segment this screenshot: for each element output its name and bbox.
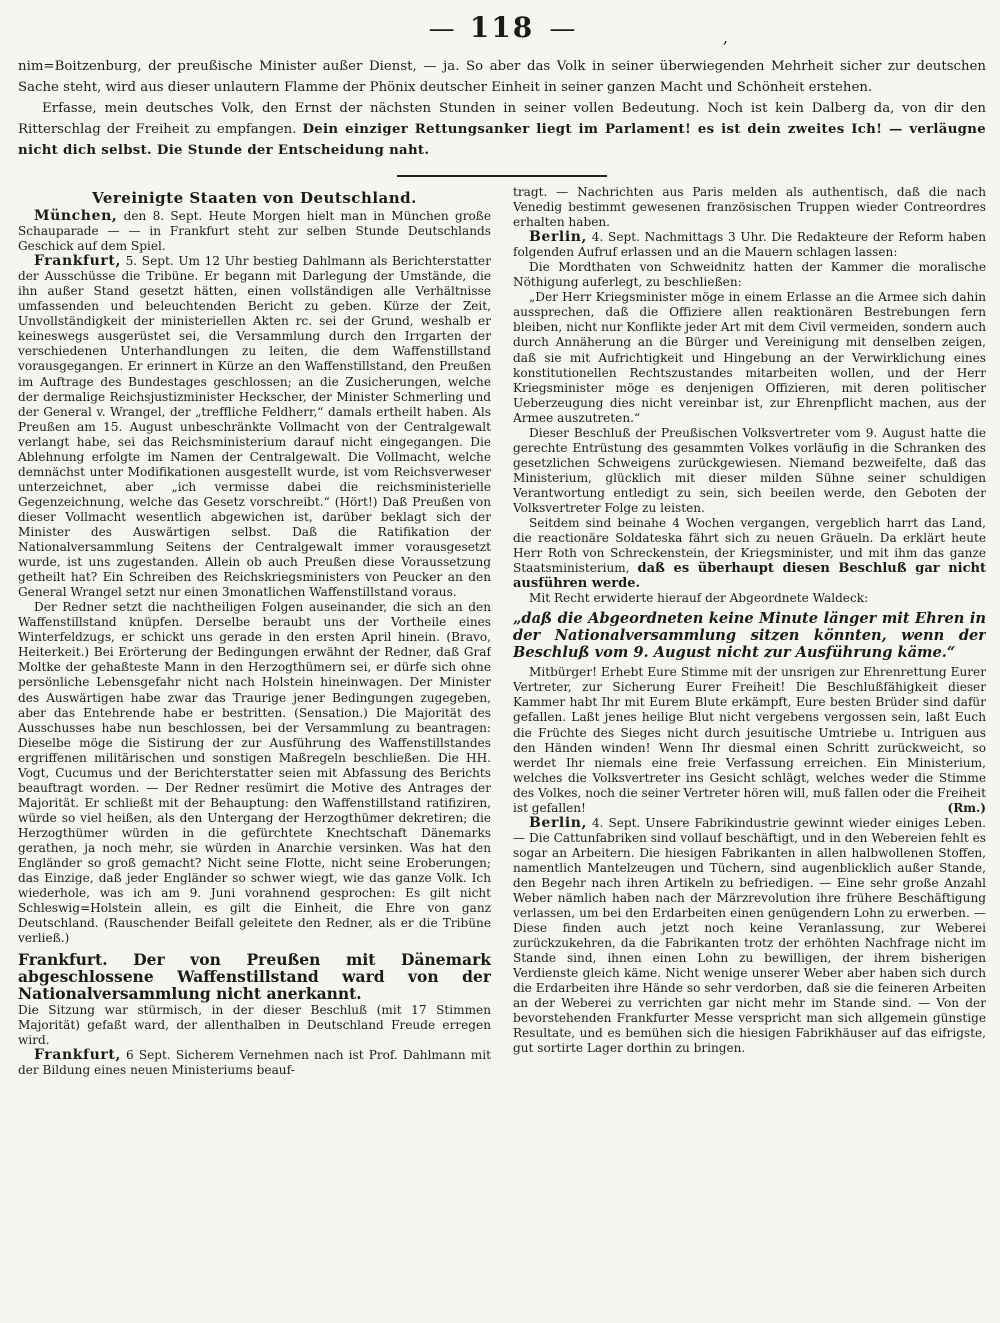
- section-divider: [397, 175, 607, 177]
- article-frankfurt-3-text: 6 Sept. Sicherem Vernehmen nach ist Prof. Dahlmann mit der Bildung eines neuen Ministeriums beauf-: [18, 1048, 491, 1078]
- article-frankfurt-1: [18, 254, 491, 600]
- page-number: 118: [469, 11, 535, 44]
- right-column: [513, 185, 986, 1079]
- dateline-berlin-1: Berlin,: [529, 229, 588, 246]
- article-berlin-2-text: 4. Sept. Unsere Fabrikindustrie gewinnt wieder einiges Leben. — Die Cattunfabriken sind vollauf beschäftigt, und in den Webereien fehlt es sogar an Arbeitern. Die hiesigen Fabrikanten in allen halbwollenen Stoffen, namentlich Mantelzeugen und Tüchern, sind augenblicklich außer Stande, den Begehr nach ihren Artikeln zu befriedigen. — Eine sehr große Anzahl Weber nämlich haben nach der Märzrevolution ihre frühere Beschäftigung verlassen, um bei den Erdarbeiten einen genügendern Lohn zu erwerben. — Diese finden auch jetzt noch keine Veranlassung, zur Weberei zurückzukehren, da die Fabrikanten trotz der erhöhten Nachfrage nicht im Stande sind, ihnen einen Lohn zu bewilligen, der ihrem bisherigen Verdienste gleich käme. Nicht wenige unserer Weber aber haben sich durch die Erdarbeiten ihre Hände so sehr verdorben, daß sie die feineren Arbeiten an der Weberei zu verrichten gar nicht mehr im Stande sind. — Von der bevorstehenden Frankfurter Messe verspricht man sich allgemein günstige Resultate, und es bemühen sich die hiesigen Fabrikhäuser auf das eifrigste, gut sortirte Lager dorthin zu bringen.: [513, 815, 986, 1056]
- quote-waldeck: „daß die Abgeordneten keine Minute länger mit Ehren in der Nationalversammlung sitzen könnten, wenn der Beschluß vom 9. August nicht zur Ausführung käme.“: [513, 610, 986, 662]
- paragraph-seitdem-text: Seitdem sind beinahe 4 Wochen vergangen, vergeblich harrt das Land, die reactionäre Soldateska fährt sich zu neuen Gräueln. Da erklärt heute Herr Roth von Schreckenstein, der Kriegsminister, und mit ihm das ganze Staatsministerium,: [513, 516, 986, 576]
- paragraph-mitbuerger-signature: (Rm.): [947, 800, 986, 815]
- intro-paragraph-2-text: Erfasse, mein deutsches Volk, den Ernst der nächsten Stunden in seiner vollen Bedeutung. Noch ist kein Dalberg da, von dir den Ritterschlag der Freiheit zu empfangen.: [18, 101, 986, 137]
- intro-paragraph-1: nim=Boitzenburg, der preußische Minister außer Dienst, — ja. So aber das Volk in seiner überwiegenden Mehrheit sicher zur deutschen Sache steht, wird aus dieser unlautern Flamme der Phönix deutscher Einheit in seiner ganzen Macht und Schönheit erstehen.: [18, 59, 986, 95]
- article-frankfurt-3: [18, 1048, 491, 1078]
- intro-block: [18, 56, 986, 161]
- dateline-frankfurt-1: Frankfurt,: [34, 253, 121, 270]
- dateline-muenchen: München,: [34, 208, 118, 224]
- paragraph-waldeck: Mit Recht erwiderte hierauf der Abgeordnete Waldeck:: [529, 591, 869, 606]
- article-muenchen: [18, 209, 491, 254]
- article-continuation: tragt. — Nachrichten aus Paris melden als authentisch, daß die nach Venedig bestimmt gewesenen französischen Truppen wieder Contreordres erhalten haben.: [513, 185, 986, 230]
- article-berlin-2: [513, 816, 986, 1057]
- article-redner: Der Redner setzt die nachtheiligen Folgen auseinander, die sich an den Waffenstillstand knüpfen. Derselbe beraubt uns der Vortheile eines Winterfeldzugs, er schickt uns gerade in den ersten April hinein. (Bravo, Heiterkeit.) Bei Erörterung der Bedingungen erwähnt der Redner, daß Graf Moltke der gehaßteste Mann in den Herzogthümern sei, er dürfe sich ohne persönliche Lebensgefahr nicht nach Holstein hineinwagen. Der Minister des Auswärtigen habe zwar das Traurige jener Bedingungen zugegeben, aber das Entehrende habe er bestritten. (Sensation.) Die Majorität des Ausschusses habe nun beschlossen, bei der Versammlung zu beantragen: Dieselbe möge die Sistirung der zur Ausführung des Waffenstillstandes ergriffenen militärischen und sonstigen Maßregeln beschließen. Die HH. Vogt, Cucumus und der Berichterstatter seien mit Abfassung des Berichts beauftragt worden. — Der Redner resümirt die Motive des Antrages der Majorität. Er schließt mit der Behauptung: den Waffenstillstand ratifiziren, würde so viel heißen, als den Untergang der Herzogthümer dekretiren; die Herzogthümer würden in die gefürchtete Knechtschaft Dänemarks gerathen, ja noch mehr, sie würden in Anarchie versinken. Was hat den Engländer so groß gemacht? Nicht seine Flotte, nicht seine Eroberungen; das Einzige, daß jeder Engländer so schwer wiegt, wie das ganze Volk. Ich wiederhole, was ich am 9. Juni vorahnend gesprochen: Es gilt nicht Schleswig=Holstein allein, es gilt die Einheit, die Ehre von ganz Deutschland. (Rauschender Beifall geleitete den Redner, als er die Tribüne verließ.): [18, 600, 491, 946]
- dateline-berlin-2: Berlin,: [529, 814, 588, 831]
- article-frankfurt-2-text: Die Sitzung war stürmisch, in der dieser Beschluß (mit 17 Stimmen Majorität) gefaßt ward, der allenthalben in Deutschland Freude erregen wird.: [18, 1003, 491, 1048]
- article-frankfurt-1-text: 5. Sept. Um 12 Uhr bestieg Dahlmann als Berichterstatter der Ausschüsse die Tribüne. Er begann mit Darlegung der Umstände, die ihn außer Stand gesetzt hätten, einen vollständigen alle Verhältnisse umfassenden und beleuchtenden Bericht zu geben. Kürze der Zeit, Unvollständigkeit der ministeriellen Akten rc. sei der Grund, weshalb er keineswegs ausgerüstet sei, die Versammlung durch den Irrgarten der verschiedenen Unterhandlungen zu leiten, die dem Waffenstillstand vorausgegangen. Er erinnert in Kürze an den Waffenstillstand, den Preußen im Auftrage des Bundestages geschlossen; an die Zusicherungen, welche der dermalige Reichsjustizminister Heckscher, der Minister Schmerling und der General v. Wrangel, der „treffliche Feldherr,“ damals ertheilt haben. Als Preußen am 15. August unbeschränkte Vollmacht von der Centralgewalt verlangt habe, sei das Reichsministerium darauf nicht eingegangen. Die Ablehnung erfolgte im Namen der Centralgewalt. Die Vollmacht, welche demnächst unter Modifikationen ausgestellt wurde, ist vom Reichsverweser unterzeichnet, aber „ich vermisse dabei die reichsministerielle Gegenzeichnung, welche das Gesetz vorschreibt.“ (Hört!) Daß Preußen von dieser Vollmacht wesentlich abgewichen ist, darüber beklagt sich der Minister des Auswärtigen selbst. Daß die Ratifikation der Nationalversammlung Seitens der Centralgewalt immer vorausgesetzt wurde, ist uns zugestanden. Allein ob auch Preußen diese Voraussetzung getheilt hat? Ein Schreiben des Reichskriegsministers von Peucker an den General Wrangel setzt nur einen 3monatlichen Waffenstillstand voraus.: [18, 254, 491, 600]
- paragraph-seitdem: [513, 516, 986, 591]
- section-title: Vereinigte Staaten von Deutschland.: [92, 189, 417, 207]
- paragraph-mitbuerger-text: Mitbürger! Erhebt Eure Stimme mit der unsrigen zur Ehrenrettung Eurer Vertreter, zur Sicherung Eurer Freiheit! Die Beschlußfähigkeit dieser Kammer habt Ihr mit Eurem Blute erkämpft, Eure besten Brüder sind dafür gefallen. Laßt jenes heilige Blut nicht vergebens vergossen sein, laßt Euch die Früchte des Sieges nicht durch jesuitische Umtriebe u. Intriguen aus den Händen winden! Wenn Ihr diesmal einen Schritt zurückweicht, so werdet Ihr niemals eine freie Verfassung erreichen. Ein Ministerium, welches die Volksvertreter ins Gesicht schlägt, welches weder die Stimme des Volkes, noch die seiner Vertreter hören will, muß fallen oder die Freiheit ist gefallen!: [513, 665, 986, 815]
- intro-paragraph-2: [18, 98, 986, 161]
- header-dash-left: —: [428, 14, 455, 44]
- paragraph-beschluss: Dieser Beschluß der Preußischen Volksvertreter vom 9. August hatte die gerechte Entrüstung des gesammten Volkes vorläufig in die Schranken des gesetzlichen Schweigens zurückgewiesen. Niemand bezweifelte, daß das Ministerium, glücklich mit dieser milden Sühne seiner schuldigen Verantwortung entledigt zu sein, sich beeilen werde, den Geboten der Volksvertreter Folge zu leisten.: [513, 425, 986, 515]
- article-columns: [18, 185, 986, 1079]
- page-header: [18, 8, 986, 56]
- article-berlin-1: [513, 230, 986, 260]
- article-berlin-1-text: 4. Sept. Nachmittags 3 Uhr. Die Redakteure der Reform haben folgenden Aufruf erlassen und an die Mauern schlagen lassen:: [513, 230, 986, 260]
- paragraph-mitbuerger: [513, 665, 986, 815]
- paragraph-kriegsminister: „Der Herr Kriegsminister möge in einem Erlasse an die Armee sich dahin aussprechen, daß die Offiziere allen reaktionären Bestrebungen fern bleiben, nicht nur Konflikte jeder Art mit dem Civil vermeiden, sondern auch durch Annäherung an die Bürger und Vereinigung mit denselben zeigen, daß sie mit Aufrichtigkeit und Hingebung an der Verwirklichung eines konstitutionellen Rechtszustandes mitarbeiten wollen, und der Herr Kriegsminister möge es denjenigen Offizieren, mit deren politischer Ueberzeugung dies nicht vereinbar ist, zur Ehrenpflicht machen, aus der Armee auszutreten.“: [513, 290, 986, 425]
- article-muenchen-text: den 8. Sept. Heute Morgen hielt man in München große Schauparade — — in Frankfurt steht zur selben Stunde Deutschlands Geschick auf dem Spiel.: [18, 209, 491, 254]
- paragraph-seitdem-emphasis: daß es überhaupt diesen Beschluß gar nicht ausführen werde.: [513, 561, 986, 592]
- corner-mark: ,: [722, 28, 728, 47]
- left-column: [18, 185, 491, 1079]
- intro-paragraph-2-emphasis: Dein einziger Rettungsanker liegt im Parlament! es ist dein zweites Ich! — verläugne nicht dich selbst. Die Stunde der Entscheidung naht.: [18, 122, 986, 158]
- headline-frankfurt-2: Frankfurt. Der von Preußen mit Dänemark abgeschlossene Waffenstillstand ward von der Nationalversammlung nicht anerkannt.: [18, 950, 491, 1004]
- header-dash-right: —: [549, 14, 576, 44]
- paragraph-mordthaten: Die Mordthaten von Schweidnitz hatten der Kammer die moralische Nöthigung auferlegt, zu beschließen:: [513, 260, 986, 290]
- dateline-frankfurt-3: Frankfurt,: [34, 1047, 121, 1064]
